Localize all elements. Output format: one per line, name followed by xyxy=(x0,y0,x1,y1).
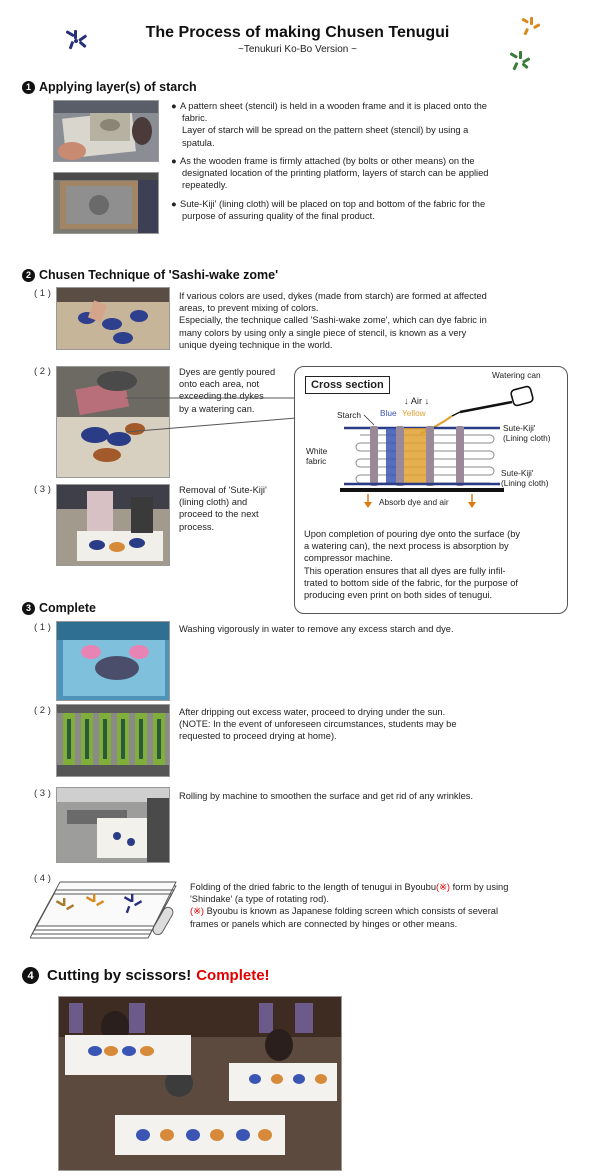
cross-section-title: Cross section xyxy=(305,376,390,394)
section4-title: Cutting by scissors! xyxy=(47,967,192,984)
section3-step4-number: ( 4 ) xyxy=(34,873,51,884)
page-subtitle: ~Tenukuri Ko-Bo Version ~ xyxy=(238,44,357,55)
section2-step2-text: Dyes are gently poured onto each area, not exceeding the dykes by a watering can. xyxy=(179,367,276,414)
section3-step4-text: Folding of the dried fabric to the length of tenugui in Byoubu(※) form by using 'Shindake' (a type of rotating rod). (※) Byoubu is known as Japanese folding screen which consists of several frames or panels which are connected by hinges or other means. xyxy=(190,882,509,929)
section3-step1-number: ( 1 ) xyxy=(34,622,51,633)
section3-step3-number: ( 3 ) xyxy=(34,788,51,799)
section3-step3-text: Rolling by machine to smoothen the surface and get rid of any wrinkles. xyxy=(179,791,474,801)
section4-heading xyxy=(22,967,270,984)
section4-complete: Complete! xyxy=(196,967,270,984)
watering-can-label: Watering can xyxy=(492,370,541,380)
air-label: ↓ Air ↓ xyxy=(404,396,430,406)
blue-label: Blue xyxy=(380,408,397,418)
yellow-label: Yellow xyxy=(402,408,426,418)
section2-step2-number: ( 2 ) xyxy=(34,366,51,377)
drying-photo xyxy=(56,704,170,777)
section1-title: Applying layer(s) of starch xyxy=(39,80,197,94)
page-title: The Process of making Chusen Tenugui xyxy=(145,24,450,41)
cross-section-diagram xyxy=(300,368,566,518)
section2-step1-number: ( 1 ) xyxy=(34,288,51,299)
section1-bullet-3: ● Sute-Kiji' (lining cloth) will be placed on top and bottom of the fabric for the purpose of assuring quality of the final product. xyxy=(171,199,486,222)
section1-number: 1 xyxy=(22,81,35,94)
section3-heading xyxy=(22,601,96,615)
sute-kiji-top-label: Sute-Kiji' (Lining cloth) xyxy=(503,423,551,443)
section1-bullet-1: ● A pattern sheet (stencil) is held in a wooden frame and it is placed onto the fabric. Layer of starch will be spread on the pattern sheet (stencil) by using a spatula. xyxy=(171,101,487,148)
final-group-photo xyxy=(58,996,342,1171)
section4-number: 4 xyxy=(22,967,39,984)
section2-step3-number: ( 3 ) xyxy=(34,484,51,495)
watering-can-icon xyxy=(452,386,534,416)
section3-step2-text: After dripping out excess water, proceed to drying under the sun. (NOTE: In the event of unforeseen circumstances, students may be requested to proceed drying at home). xyxy=(179,707,457,742)
washing-photo xyxy=(56,621,170,701)
cross-section-description: Upon completion of pouring dye onto the surface (by a watering can), the next process is absorption by compressor machine. This operation ensures that all dyes are fully infil- trated to bottom side of the fabric, for the purpose of producing even print on both sides of tenugui. xyxy=(304,529,521,601)
section2-step3-text: Removal of 'Sute-Kiji' (lining cloth) and proceed to the next process. xyxy=(179,485,267,532)
folded-tenugui-illustration xyxy=(30,878,180,940)
section1-bullet-2: ● As the wooden frame is firmly attached (by bolts or other means) on the designated location of the printing platform, layers of starch can be applied repeatedly. xyxy=(171,156,489,191)
section3-number: 3 xyxy=(22,602,35,615)
white-fabric-label: White fabric xyxy=(306,446,328,466)
absorb-label: Absorb dye and air xyxy=(379,497,449,507)
sute-kiji-bottom-label: Sute-Kiji' (Lining cloth) xyxy=(501,468,549,488)
section3-step1-text: Washing vigorously in water to remove any excess starch and dye. xyxy=(179,624,454,634)
rolling-photo xyxy=(56,787,170,863)
section3-title: Complete xyxy=(39,601,96,615)
section2-title: Chusen Technique of 'Sashi-wake zome' xyxy=(39,268,279,282)
section2-number: 2 xyxy=(22,269,35,282)
starch-label: Starch xyxy=(337,410,361,420)
section2-step1-text: If various colors are used, dykes (made from starch) are formed at affected areas, to prevent mixing of colors. Especially, the technique called 'Sashi-wake zome', which can dye fabric in many colors by using only a single piece of stencil, is known as a very unique dyeing technique in the world. xyxy=(179,291,487,350)
section3-step2-number: ( 2 ) xyxy=(34,705,51,716)
